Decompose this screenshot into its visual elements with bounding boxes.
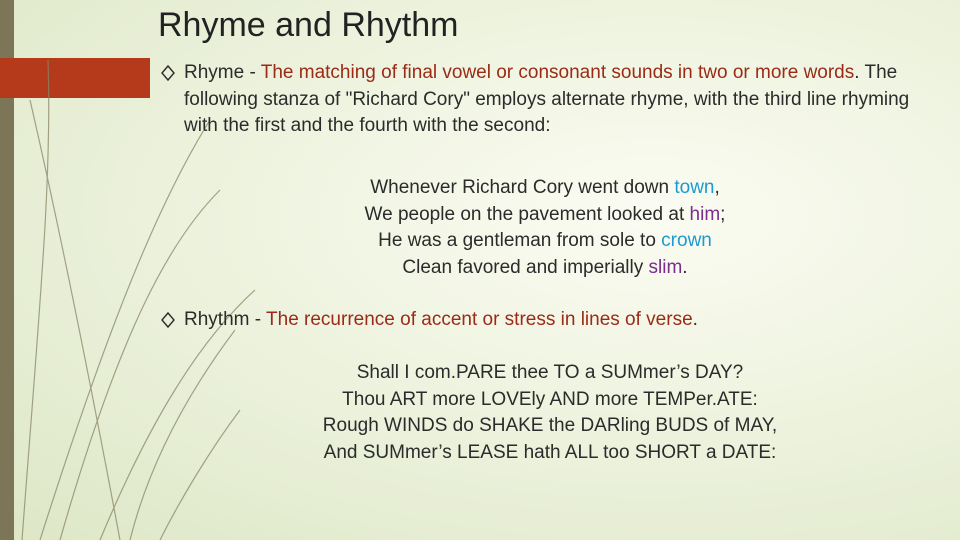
- rhythm-definition: The recurrence of accent or stress in lines of verse: [266, 309, 693, 330]
- poem-line-text: Whenever Richard Cory went down: [370, 177, 675, 198]
- diamond-outline-icon: [160, 60, 176, 86]
- title-accent-tab: [0, 58, 150, 98]
- rhythm-term: Rhythm -: [184, 309, 267, 330]
- rhyme-term: Rhyme -: [184, 62, 261, 83]
- poem-line: [300, 255, 790, 282]
- poem-line-text: He was a gentleman from sole to: [378, 230, 662, 251]
- slide-title: Rhyme and Rhythm: [158, 6, 459, 44]
- richard-cory-stanza: [300, 175, 790, 281]
- poem-line-text: We people on the pavement looked at: [364, 203, 690, 225]
- rhythm-end-mark: .: [692, 309, 698, 330]
- poem-line-punct: ;: [720, 203, 726, 225]
- rhyme-word: crown: [661, 230, 712, 251]
- poem-line: Thou ART more LOVEly AND more TEMPer.ATE:: [342, 388, 758, 410]
- poem-line: Rough WINDS do SHAKE the DARling BUDS of MAY,: [322, 415, 778, 436]
- poem-line-text: Clean favored and imperially: [402, 256, 649, 278]
- poem-line: [300, 228, 790, 255]
- poem-line: [300, 202, 790, 229]
- poem-line-punct: ,: [714, 177, 720, 198]
- rhythm-bullet: [160, 307, 940, 334]
- poem-line: And SUMmer’s LEASE hath ALL too SHORT a DATE:: [323, 441, 777, 463]
- rhyme-word: slim: [648, 256, 683, 278]
- rhyme-bullet-text: [160, 60, 940, 140]
- poem-line-punct: .: [682, 256, 688, 278]
- poem-line: [300, 175, 790, 202]
- sonnet-excerpt: [240, 360, 860, 466]
- rhyme-word: town: [674, 177, 715, 198]
- diamond-outline-icon: [160, 307, 176, 333]
- rhyme-end-mark: .: [854, 62, 860, 83]
- rhyme-definition: The matching of final vowel or consonant sounds in two or more words: [260, 62, 855, 83]
- rhyme-bullet: [160, 60, 940, 140]
- rhyme-explanation: The following stanza of "Richard Cory" employs alternate rhyme, with the third line rhyming with the first and the fourth with the second:: [184, 62, 910, 136]
- rhyme-word: him: [689, 203, 721, 225]
- poem-line: Shall I com.PARE thee TO a SUMmer’s DAY?: [356, 362, 744, 383]
- rhythm-bullet-text: [160, 307, 940, 334]
